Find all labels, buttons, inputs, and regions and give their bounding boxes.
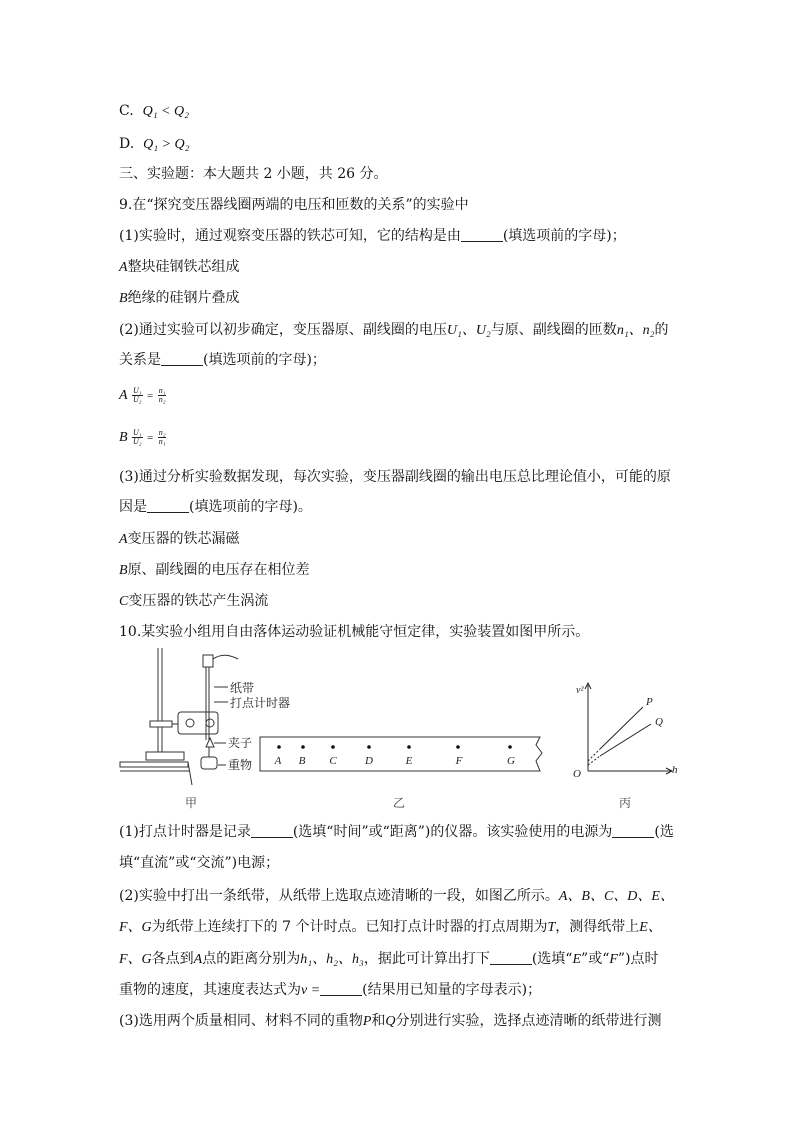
distance-vars: h₁、h₂、h₃ [300, 952, 364, 967]
q9-part2-option-a [119, 385, 166, 406]
option-d-math: Q₁ > Q₂ [143, 137, 190, 152]
point-letters: E、 [639, 920, 662, 935]
answer-blank[interactable] [320, 981, 362, 996]
option-text: 原、副线圈的电压存在相位差 [127, 562, 310, 578]
caption-bing: 丙 [619, 796, 632, 810]
graph-label-q: Q [655, 716, 663, 728]
q10-part1-end: (选 [654, 824, 674, 840]
answer-blank[interactable] [612, 823, 654, 838]
q10-part3-end: 分别进行实验，选择点迹清晰的纸带进行测 [395, 1013, 662, 1029]
q10-part2-line2-end: ，测得纸带上 [555, 919, 640, 935]
equals-sign: = [147, 432, 154, 444]
q10-part2-line3-mid4: ”或“ [581, 951, 610, 967]
tape-point-label: F [455, 755, 463, 767]
graph-label-p: P [646, 696, 653, 708]
q10-part2-line4 [119, 980, 541, 1001]
tape-point-label: A [274, 755, 282, 767]
q9-part2-end: 的 [654, 322, 669, 338]
q9-part3-cont-text: 因是 [119, 499, 147, 515]
q10-part2-line3-mid3: (选填“ [531, 951, 573, 967]
tape-dot [331, 745, 335, 749]
q10-part3 [119, 1011, 662, 1032]
tape-dot [456, 745, 460, 749]
q9-part3-option-c [119, 591, 268, 612]
q10-part2-line2-text: 为纸带上连续打下的 7 个计时点。已知打点计时器的打点周期为 [151, 919, 548, 935]
q10-part1 [119, 822, 674, 842]
weight-q: Q [385, 1014, 396, 1029]
q10-part2-line4-end: (结果用已知量的字母表示)； [362, 982, 542, 998]
q10-part2-line3 [119, 949, 659, 970]
tape-point-label: G [507, 755, 515, 767]
point-letter: A [193, 952, 203, 967]
graph-y-label: v² [576, 685, 584, 696]
velocity-expr: v = [301, 983, 321, 998]
tape-dot [367, 745, 371, 749]
q10-part2-text: (2)实验中打出一条纸带，从纸带上选取点迹清晰的一段，如图乙所示。 [119, 888, 559, 904]
fraction-num: U₁ [133, 427, 142, 437]
fraction [158, 387, 167, 404]
q9-part2-text: (2)通过实验可以初步确定，变压器原、副线圈的电压 [119, 322, 447, 338]
label-tape: 纸带 [230, 681, 255, 695]
caption-jia: 甲 [185, 796, 198, 810]
fraction-den: U₂ [133, 394, 142, 404]
option-d [119, 134, 190, 155]
option-text: 变压器的铁芯产生涡流 [128, 593, 269, 609]
q9-part2-cont-text: 关系是 [119, 352, 161, 368]
point-letter: F [609, 952, 618, 967]
q10-part1-mid: (选填“时间”或“距离”)的仪器。该实验使用的电源为 [292, 824, 613, 840]
caption-yi: 乙 [393, 796, 406, 810]
q9-part3: (3)通过分析实验数据发现，每次实验，变压器副线圈的输出电压总比理论值小，可能的原 [119, 469, 671, 485]
label-timer: 打点计时器 [230, 696, 291, 710]
tape-point-label: B [298, 755, 306, 767]
q9-part1 [119, 226, 626, 246]
label-clip: 夹子 [228, 736, 253, 750]
experiment-figure [0, 645, 794, 815]
q9-title: 9.在“探究变压器线圈两端的电压和匝数的关系”的实验中 [119, 197, 469, 213]
option-c-label: C. [119, 103, 134, 119]
option-text: 整块硅钢铁芯组成 [127, 259, 240, 275]
option-c-math: Q₁ < Q₂ [142, 104, 189, 119]
q9-part2-option-b [119, 427, 166, 448]
point-letters: F、G [119, 952, 152, 967]
graph-origin: O [573, 768, 581, 780]
fraction [132, 387, 143, 404]
fraction-num: U₁ [133, 385, 142, 395]
q9-part1-option-b [119, 288, 240, 309]
option-letter: A [119, 388, 128, 403]
point-letter: E [572, 952, 582, 967]
q10-part2-line3-end: ”)点时 [617, 951, 659, 967]
fraction-num: n₂ [158, 427, 166, 437]
option-text: 绝缘的硅钢片叠成 [127, 290, 240, 306]
tape-dot [277, 745, 281, 749]
q10-part2-line3-text: 各点到 [151, 951, 194, 967]
option-letter: A [119, 260, 128, 275]
tape-dot [407, 745, 411, 749]
q10-part3-text: (3)选用两个质量相同、材料不同的重物 [119, 1013, 363, 1029]
option-d-label: D. [119, 136, 135, 152]
tape-dot [301, 745, 305, 749]
option-c [119, 101, 189, 122]
period-var: T [547, 920, 556, 935]
fraction-den: n₂ [158, 394, 166, 404]
section-heading: 三、实验题：本大题共 2 小题，共 26 分。 [119, 166, 388, 182]
q9-part1-tail: (填选项前的字母)； [502, 228, 626, 244]
q10-part2-line4-text: 重物的速度，其速度表达式为 [119, 982, 301, 998]
q10-part2-line3-mid2: ，据此可计算出打下 [363, 951, 490, 967]
q10-part2 [119, 886, 674, 907]
point-letters: F、G [119, 920, 152, 935]
tape-point-label: E [405, 755, 413, 767]
answer-blank[interactable] [161, 351, 203, 366]
option-text: 变压器的铁芯漏磁 [127, 531, 240, 547]
q9-part3-cont [119, 497, 312, 517]
q9-part2-cont-tail: (填选项前的字母)； [203, 352, 326, 368]
tape-point-label: C [329, 755, 337, 767]
q10-part1-text: (1)打点计时器是记录 [119, 824, 251, 840]
fraction-den: n₁ [158, 436, 166, 446]
fraction [132, 429, 143, 446]
q10-title: 10.某实验小组用自由落体运动验证机械能守恒定律，实验装置如图甲所示。 [119, 624, 590, 640]
q9-part2 [119, 320, 669, 341]
q9-part2-mid: 与原、副线圈的匝数 [490, 322, 617, 338]
q9-part3-option-b [119, 560, 310, 581]
q10-part3-mid: 和 [371, 1013, 386, 1029]
equals-sign: = [147, 390, 154, 402]
fraction-num: n₁ [158, 385, 166, 395]
fraction [158, 429, 167, 446]
option-letter: B [119, 563, 128, 578]
voltage-vars: U₁、U₂ [446, 323, 491, 338]
q10-part2-line3-mid: 点的距离分别为 [202, 951, 301, 967]
fraction-den: U₂ [133, 436, 142, 446]
q9-part3-option-a [119, 529, 240, 550]
label-weight: 重物 [228, 758, 253, 772]
option-letter: B [119, 291, 128, 306]
q9-part1-text: (1)实验时，通过观察变压器的铁芯可知，它的结构是由 [119, 228, 461, 244]
option-letter: C [119, 594, 129, 609]
line-q [600, 724, 651, 756]
option-letter: A [119, 532, 128, 547]
answer-blank[interactable] [490, 950, 532, 965]
tape-dot [508, 745, 512, 749]
weight-p: P [362, 1014, 372, 1029]
graph-x-label: h [672, 764, 678, 776]
tape-point-label: D [365, 755, 373, 767]
point-letters: A、B、C、D、E、 [558, 889, 674, 904]
answer-blank[interactable] [147, 498, 189, 513]
q10-part1-cont: 填“直流”或“交流”)电源； [119, 855, 280, 871]
apparatus-jia [120, 648, 238, 785]
q10-part2-line2 [119, 917, 662, 938]
option-letter: B [119, 430, 128, 445]
answer-blank[interactable] [461, 227, 503, 242]
q9-part2-cont [119, 350, 326, 370]
graph-bing [585, 683, 672, 774]
turns-vars: n₁、n₂ [616, 323, 655, 338]
q9-part3-cont-tail: (填选项前的字母)。 [189, 499, 312, 515]
q9-part1-option-a [119, 257, 240, 278]
answer-blank[interactable] [251, 823, 293, 838]
